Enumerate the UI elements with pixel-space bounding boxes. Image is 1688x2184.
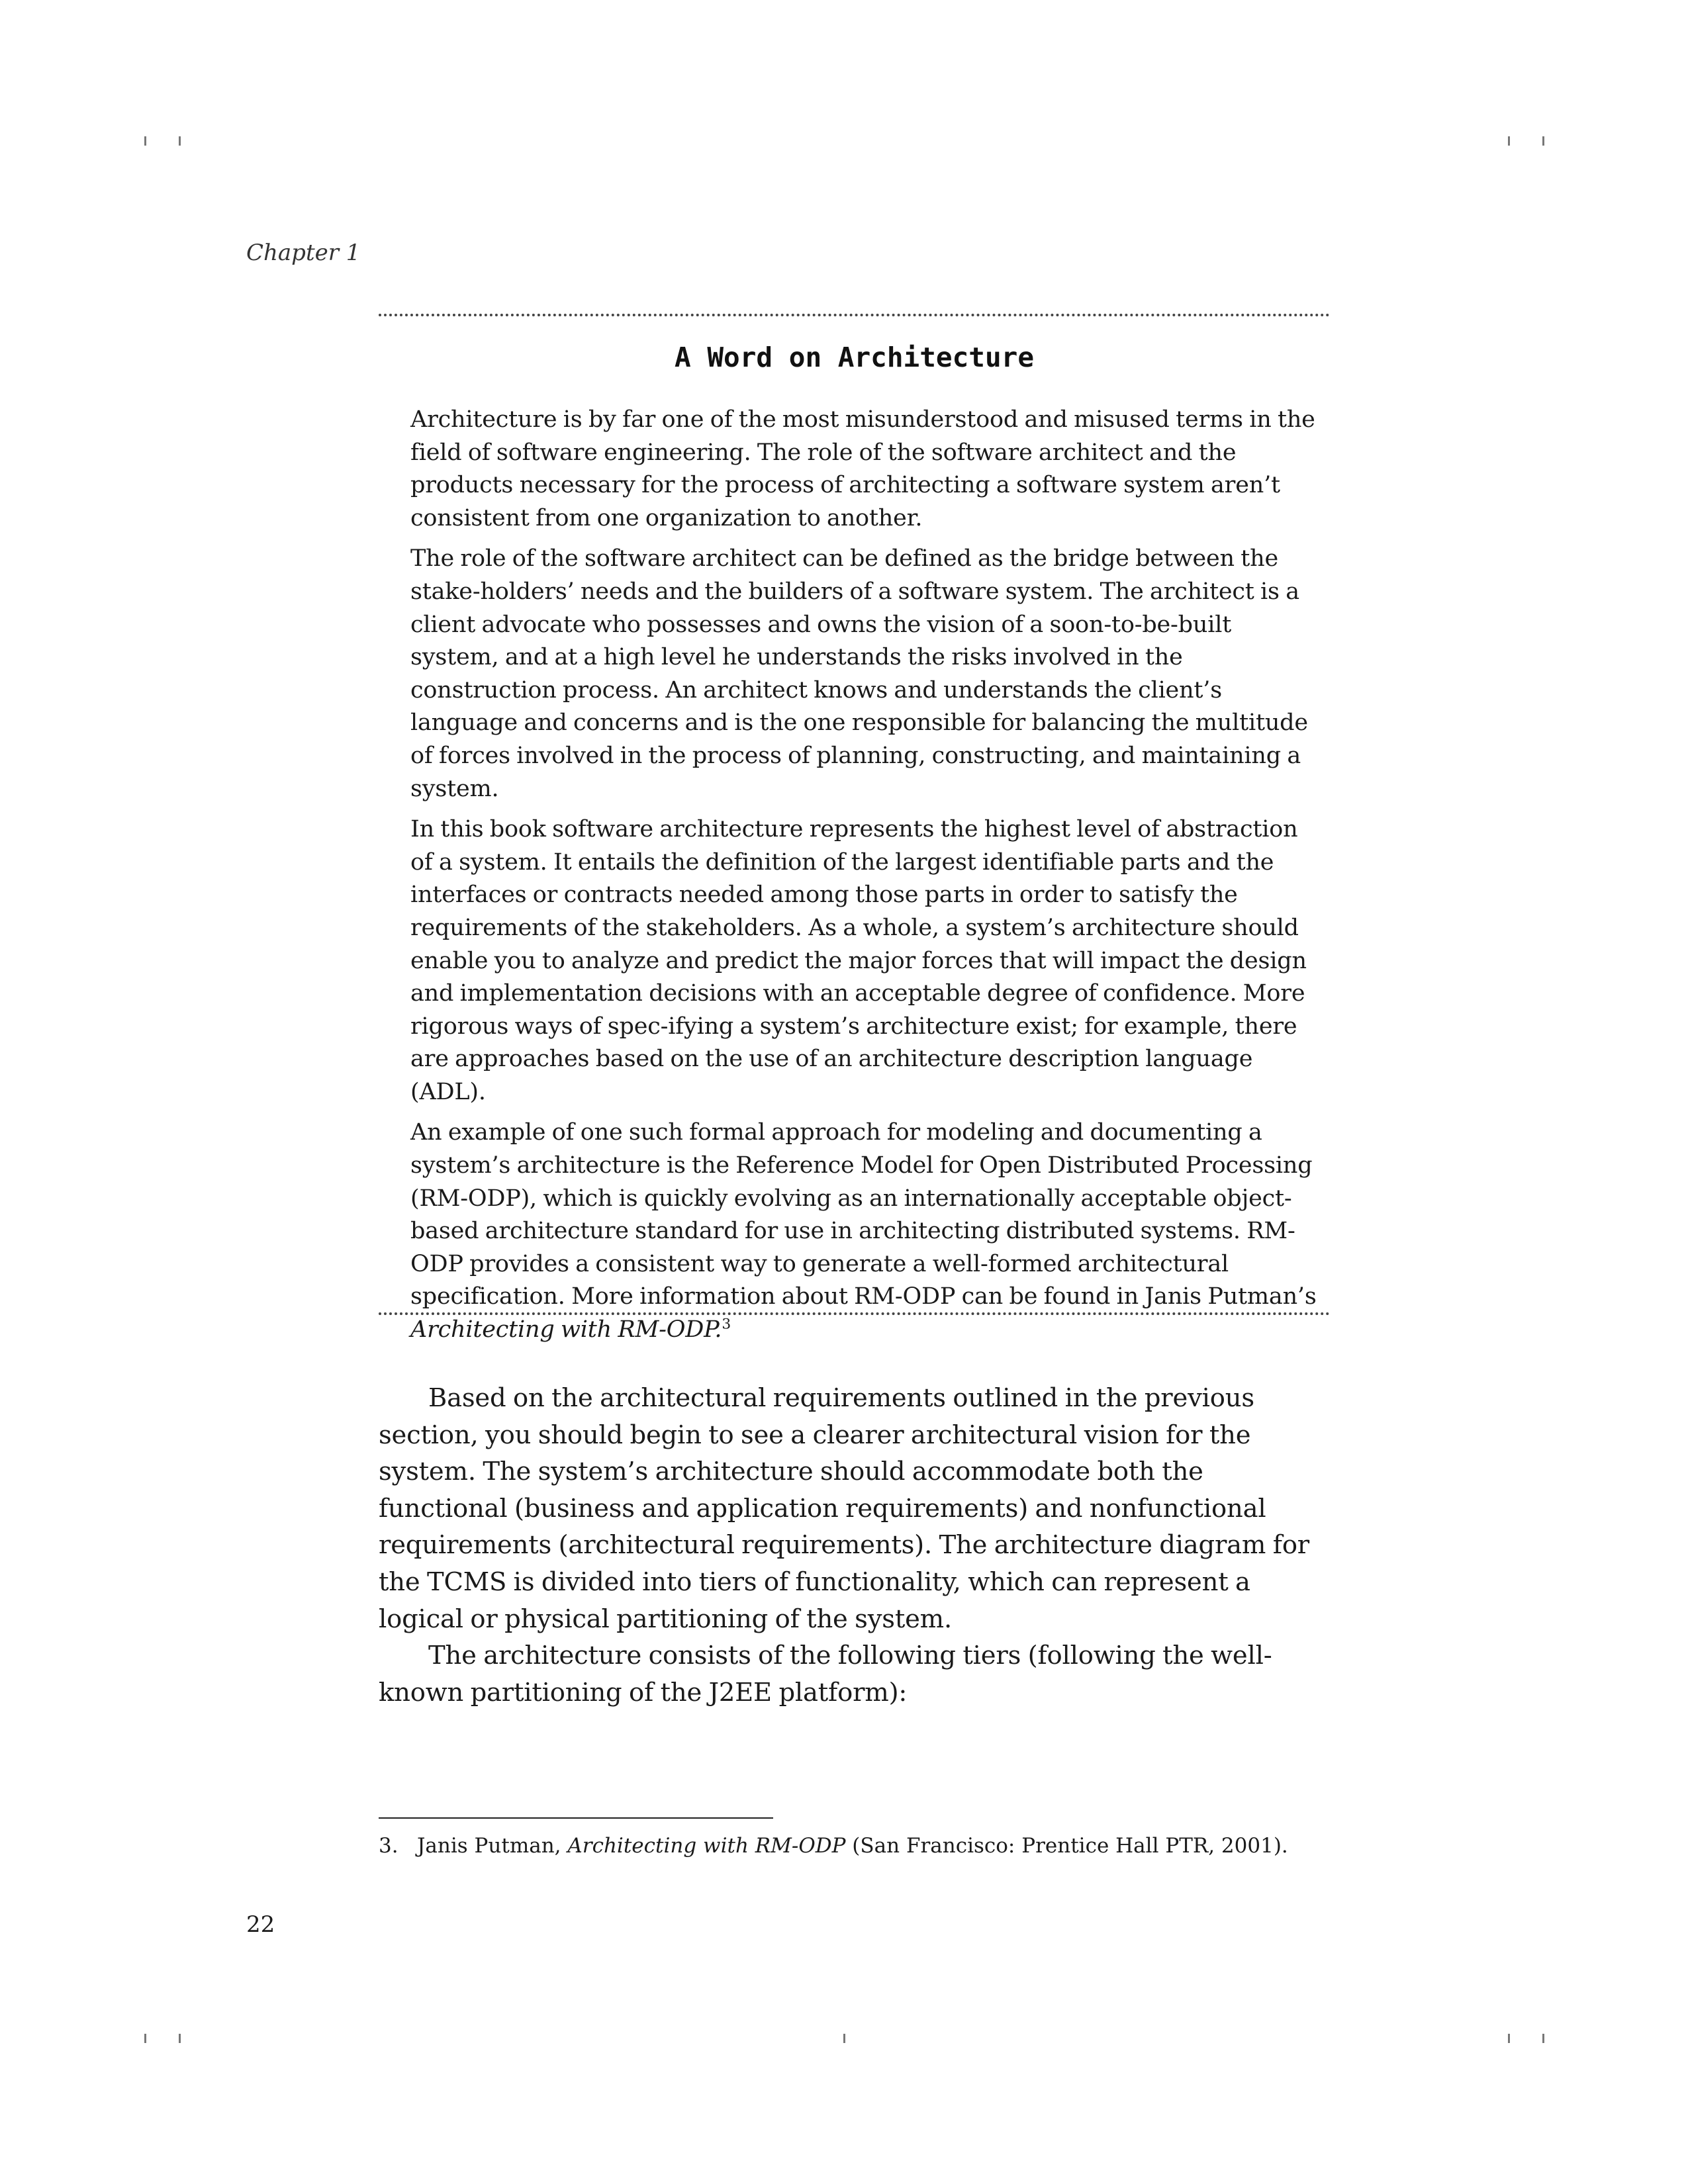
crop-mark bbox=[1542, 136, 1544, 146]
sidebar-paragraph: In this book software architecture represents the highest level of abstraction of a system. It entails the definition of the largest identifiable parts and the interfaces or contracts needed among those parts in order to satisfy the requirements of the stakeholders. As a whole, a system’s architecture should enable you to analyze and predict the major forces that will impact the design and implementation decisions with an acceptable degree of confidence. More rigorous ways of spec-ifying a system’s architecture exist; for example, there are approaches based on the use of an architecture description language (ADL). bbox=[410, 816, 1307, 1105]
sidebar-top-rule bbox=[379, 314, 1330, 316]
main-body-text bbox=[379, 1380, 1332, 1711]
footnote-book-title: Architecting with RM-ODP bbox=[567, 1834, 846, 1858]
sidebar-title: A Word on Architecture bbox=[674, 341, 1035, 373]
running-head: Chapter 1 bbox=[246, 240, 361, 266]
sidebar-body bbox=[410, 404, 1317, 1355]
footnote-rule bbox=[379, 1817, 773, 1819]
book-title-italic: Architecting with RM-ODP bbox=[410, 1316, 715, 1343]
crop-mark bbox=[179, 136, 181, 146]
footnote bbox=[379, 1832, 1332, 1860]
sidebar-paragraph: The role of the software architect can be defined as the bridge between the stake-holders’ needs and the builders of a software system. The architect is a client advocate who possesses and owns the vision of a soon-to-be-built system, and at a high level he understands the risks involved in the construction process. An architect knows and understands the client’s language and concerns and is the one responsible for balancing the multitude of forces involved in the process of planning, constructing, and maintaining a system. bbox=[410, 545, 1308, 802]
page-number: 22 bbox=[246, 1911, 275, 1938]
crop-mark bbox=[1508, 136, 1510, 146]
crop-mark bbox=[179, 2034, 181, 2043]
crop-mark bbox=[144, 2034, 146, 2043]
crop-mark bbox=[144, 136, 146, 146]
footnote-author: Janis Putman, bbox=[417, 1834, 568, 1858]
footnote-publication: (San Francisco: Prentice Hall PTR, 2001). bbox=[845, 1834, 1288, 1858]
body-paragraph: The architecture consists of the following tiers (following the well-known partitioning of the J2EE platform): bbox=[379, 1641, 1272, 1707]
footnote-reference: 3 bbox=[722, 1316, 731, 1333]
crop-mark bbox=[1542, 2034, 1544, 2043]
sidebar-paragraph: Architecture is by far one of the most misunderstood and misused terms in the field of software engineering. The role of the software architect and the products necessary for the process of architecting a software system aren’t consistent from one organization to another. bbox=[410, 406, 1315, 531]
crop-mark bbox=[1508, 2034, 1510, 2043]
footnote-number: 3. bbox=[379, 1834, 399, 1858]
sidebar-bottom-rule bbox=[379, 1312, 1330, 1315]
sidebar-paragraph-text: An example of one such formal approach for modeling and documenting a system’s architecture is the Reference Model for Open Distributed Processing (RM-ODP), which is quickly evolving as an internationally acceptable object-based architecture standard for use in architecting distributed systems. RM-ODP provides a consistent way to generate a well-formed architectural specification. More information about RM-ODP can be found in Janis Putman’s bbox=[410, 1119, 1317, 1310]
sentence-end: . bbox=[714, 1316, 722, 1343]
body-paragraph: Based on the architectural requirements outlined in the previous section, you should begin to see a clearer architectural vision for the system. The system’s architecture should accommodate both the functional (business and application requirements) and nonfunctional requirements (architectural requirements). The architecture diagram for the TCMS is divided into tiers of functionality, which can represent a logical or physical partitioning of the system. bbox=[379, 1383, 1309, 1634]
crop-mark bbox=[843, 2034, 845, 2043]
